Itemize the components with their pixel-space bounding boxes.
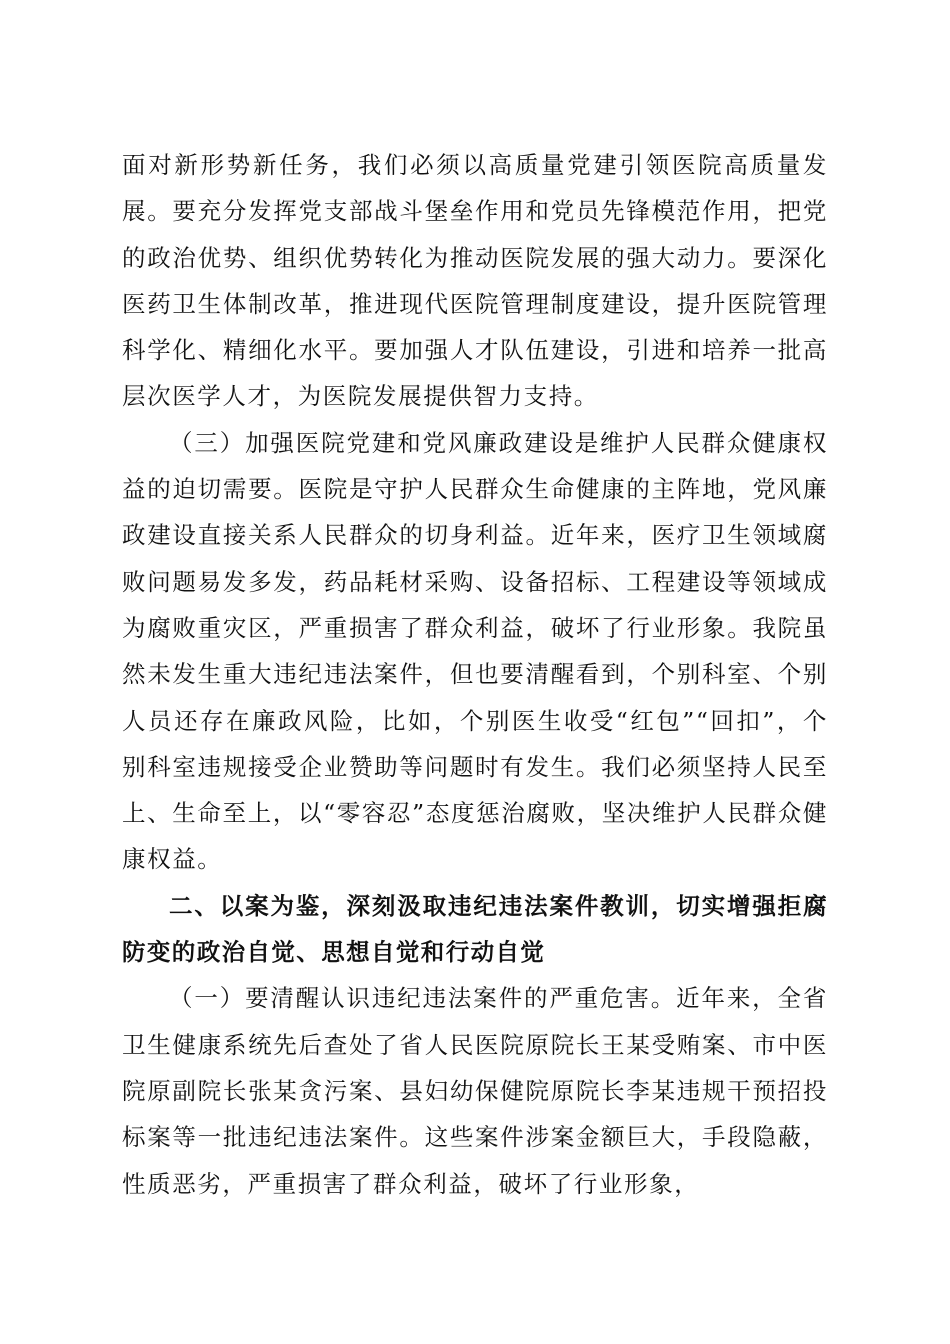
- paragraph-continuation: 面对新形势新任务，我们必须以高质量党建引领医院高质量发展。要充分发挥党支部战斗堡垒作用和党员先锋模范作用，把党的政治优势、组织优势转化为推动医院发展的强大动力。要深化医药卫生体制改革，推进现代医院管理制度建设，提升医院管理科学化、精细化水平。要加强人才队伍建设，引进和培养一批高层次医学人才，为医院发展提供智力支持。: [122, 151, 828, 411]
- section-heading-two: 二、以案为鉴，深刻汲取违纪违法案件教训，切实增强拒腐防变的政治自觉、思想自觉和行动自觉: [122, 891, 828, 967]
- document-body: [122, 142, 828, 1207]
- paragraph-subsection-one: （一）要清醒认识违纪违法案件的严重危害。近年来，全省卫生健康系统先后查处了省人民医院原院长王某受贿案、市中医院原副院长张某贪污案、县妇幼保健院原院长李某违规干预招投标案等一批违纪违法案件。这些案件涉案金额巨大，手段隐蔽，性质恶劣，严重损害了群众利益，破坏了行业形象，: [122, 984, 828, 1198]
- paragraph-section-three: （三）加强医院党建和党风廉政建设是维护人民群众健康权益的迫切需要。医院是守护人民群众生命健康的主阵地，党风廉政建设直接关系人民群众的切身利益。近年来，医疗卫生领域腐败问题易发多发，药品耗材采购、设备招标、工程建设等领域成为腐败重灾区，严重损害了群众利益，破坏了行业形象。我院虽然未发生重大违纪违法案件，但也要清醒看到，个别科室、个别人员还存在廉政风险，比如，个别医生收受“红包”“回扣”，个别科室违规接受企业赞助等问题时有发生。我们必须坚持人民至上、生命至上，以“零容忍”态度惩治腐败，坚决维护人民群众健康权益。: [122, 428, 828, 874]
